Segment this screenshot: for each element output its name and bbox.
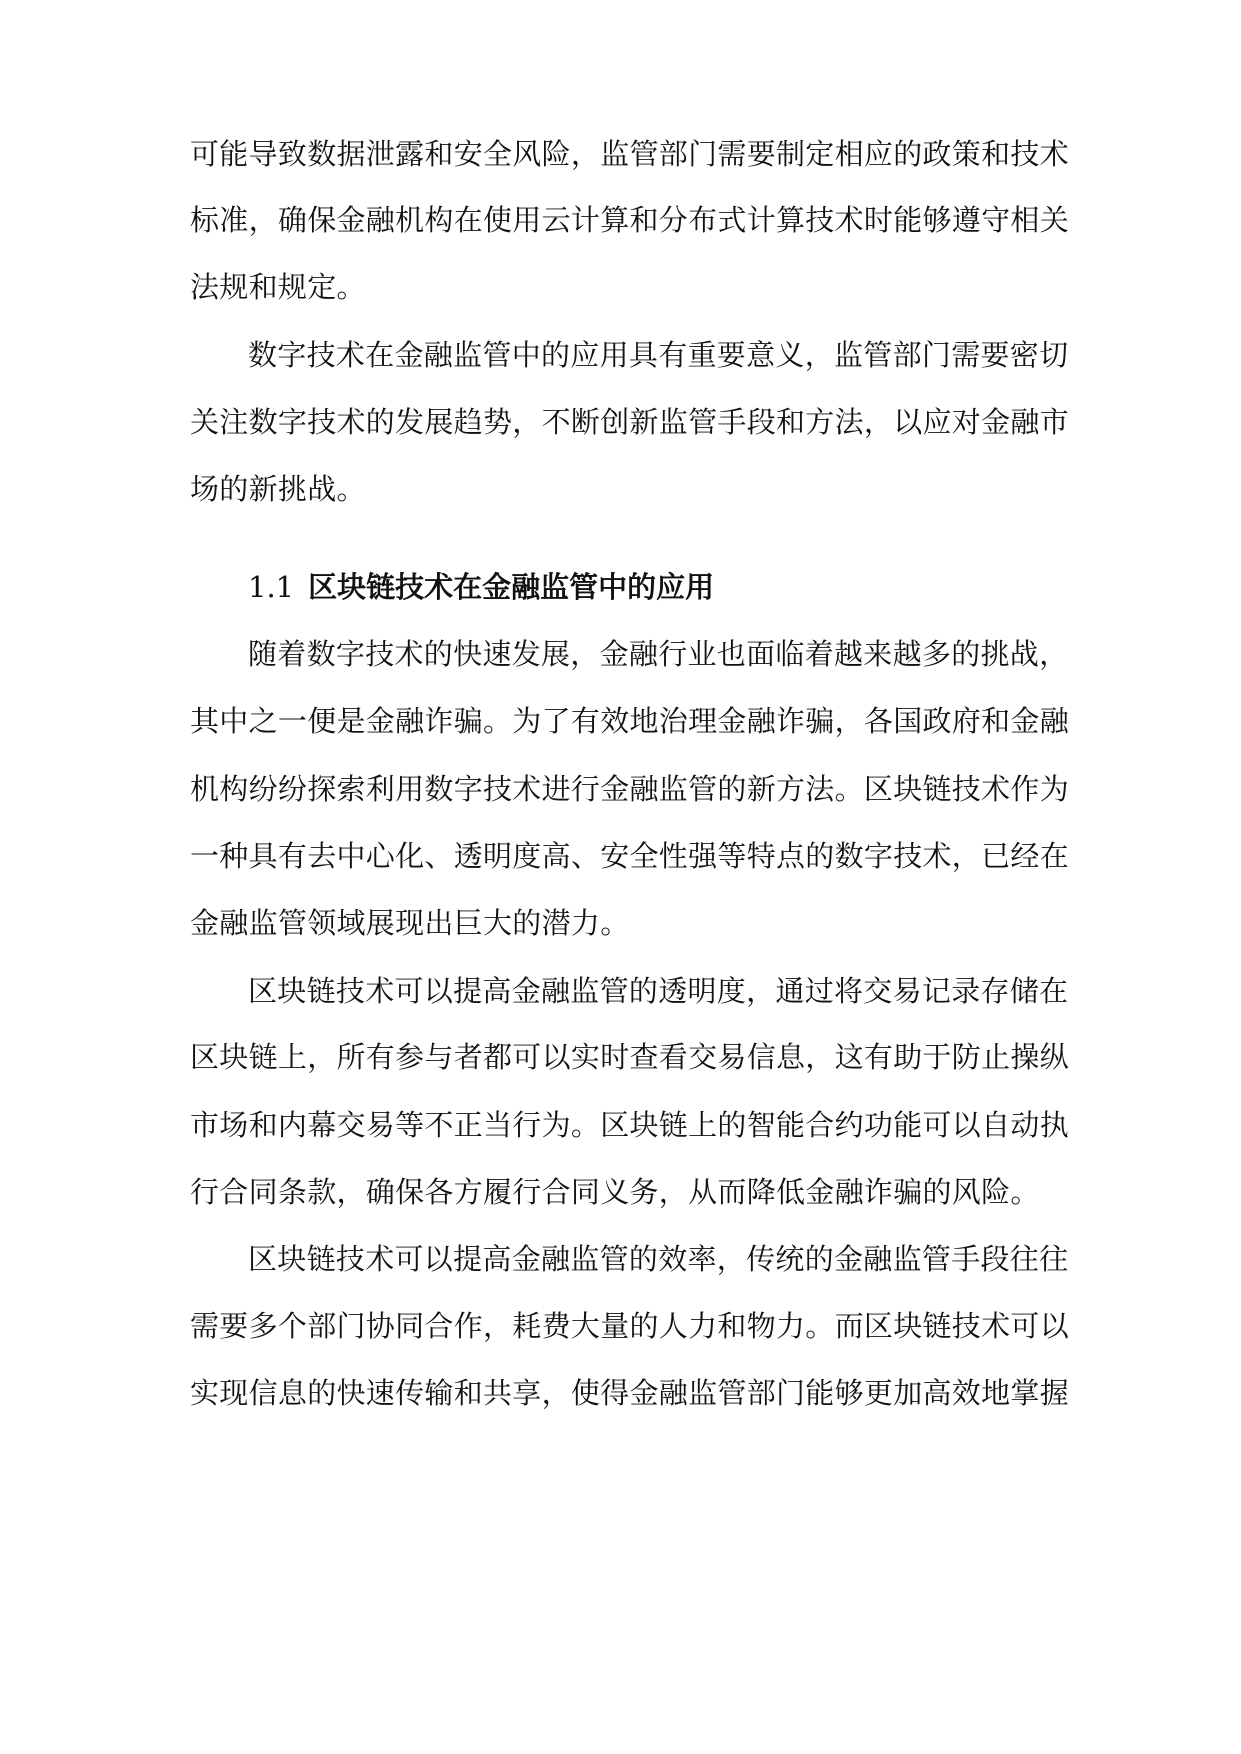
paragraph-3-line-5: 金融监管领域展现出巨大的潜力。 (190, 906, 630, 940)
section-title: 区块链技术在金融监管中的应用 (308, 570, 715, 604)
paragraph-4-line-2: 区块链上，所有参与者都可以实时查看交易信息，这有助于防止操纵 (190, 1040, 1070, 1074)
paragraph-5-line-3: 实现信息的快速传输和共享，使得金融监管部门能够更加高效地掌握 (190, 1376, 1070, 1410)
paragraph-4-line-4: 行合同条款，确保各方履行合同义务，从而降低金融诈骗的风险。 (190, 1175, 1040, 1209)
paragraph-5-line-1: 区块链技术可以提高金融监管的效率，传统的金融监管手段往往 (248, 1242, 1069, 1276)
paragraph-5-line-2: 需要多个部门协同合作，耗费大量的人力和物力。而区块链技术可以 (190, 1309, 1070, 1343)
paragraph-2-line-1: 数字技术在金融监管中的应用具有重要意义，监管部门需要密切 (248, 338, 1069, 372)
paragraph-4-line-1: 区块链技术可以提高金融监管的透明度，通过将交易记录存储在 (248, 974, 1069, 1008)
section-heading (248, 567, 714, 607)
paragraph-2-line-3: 场的新挑战。 (190, 472, 366, 506)
paragraph-3-line-1: 随着数字技术的快速发展，金融行业也面临着越来越多的挑战， (248, 637, 1069, 671)
paragraph-1-line-2: 标准，确保金融机构在使用云计算和分布式计算技术时能够遵守相关 (190, 203, 1070, 237)
paragraph-2-line-2: 关注数字技术的发展趋势，不断创新监管手段和方法，以应对金融市 (190, 405, 1070, 439)
paragraph-4-line-3: 市场和内幕交易等不正当行为。区块链上的智能合约功能可以自动执 (190, 1108, 1070, 1142)
paragraph-1-line-1: 可能导致数据泄露和安全风险，监管部门需要制定相应的政策和技术 (190, 137, 1070, 171)
paragraph-3-line-4: 一种具有去中心化、透明度高、安全性强等特点的数字技术，已经在 (190, 839, 1070, 873)
paragraph-3-line-2: 其中之一便是金融诈骗。为了有效地治理金融诈骗，各国政府和金融 (190, 704, 1070, 738)
paragraph-1-line-3: 法规和规定。 (190, 270, 366, 304)
paragraph-3-line-3: 机构纷纷探索利用数字技术进行金融监管的新方法。区块链技术作为 (190, 772, 1070, 806)
section-number: 1.1 (248, 570, 295, 604)
document-page (190, 0, 1070, 1754)
